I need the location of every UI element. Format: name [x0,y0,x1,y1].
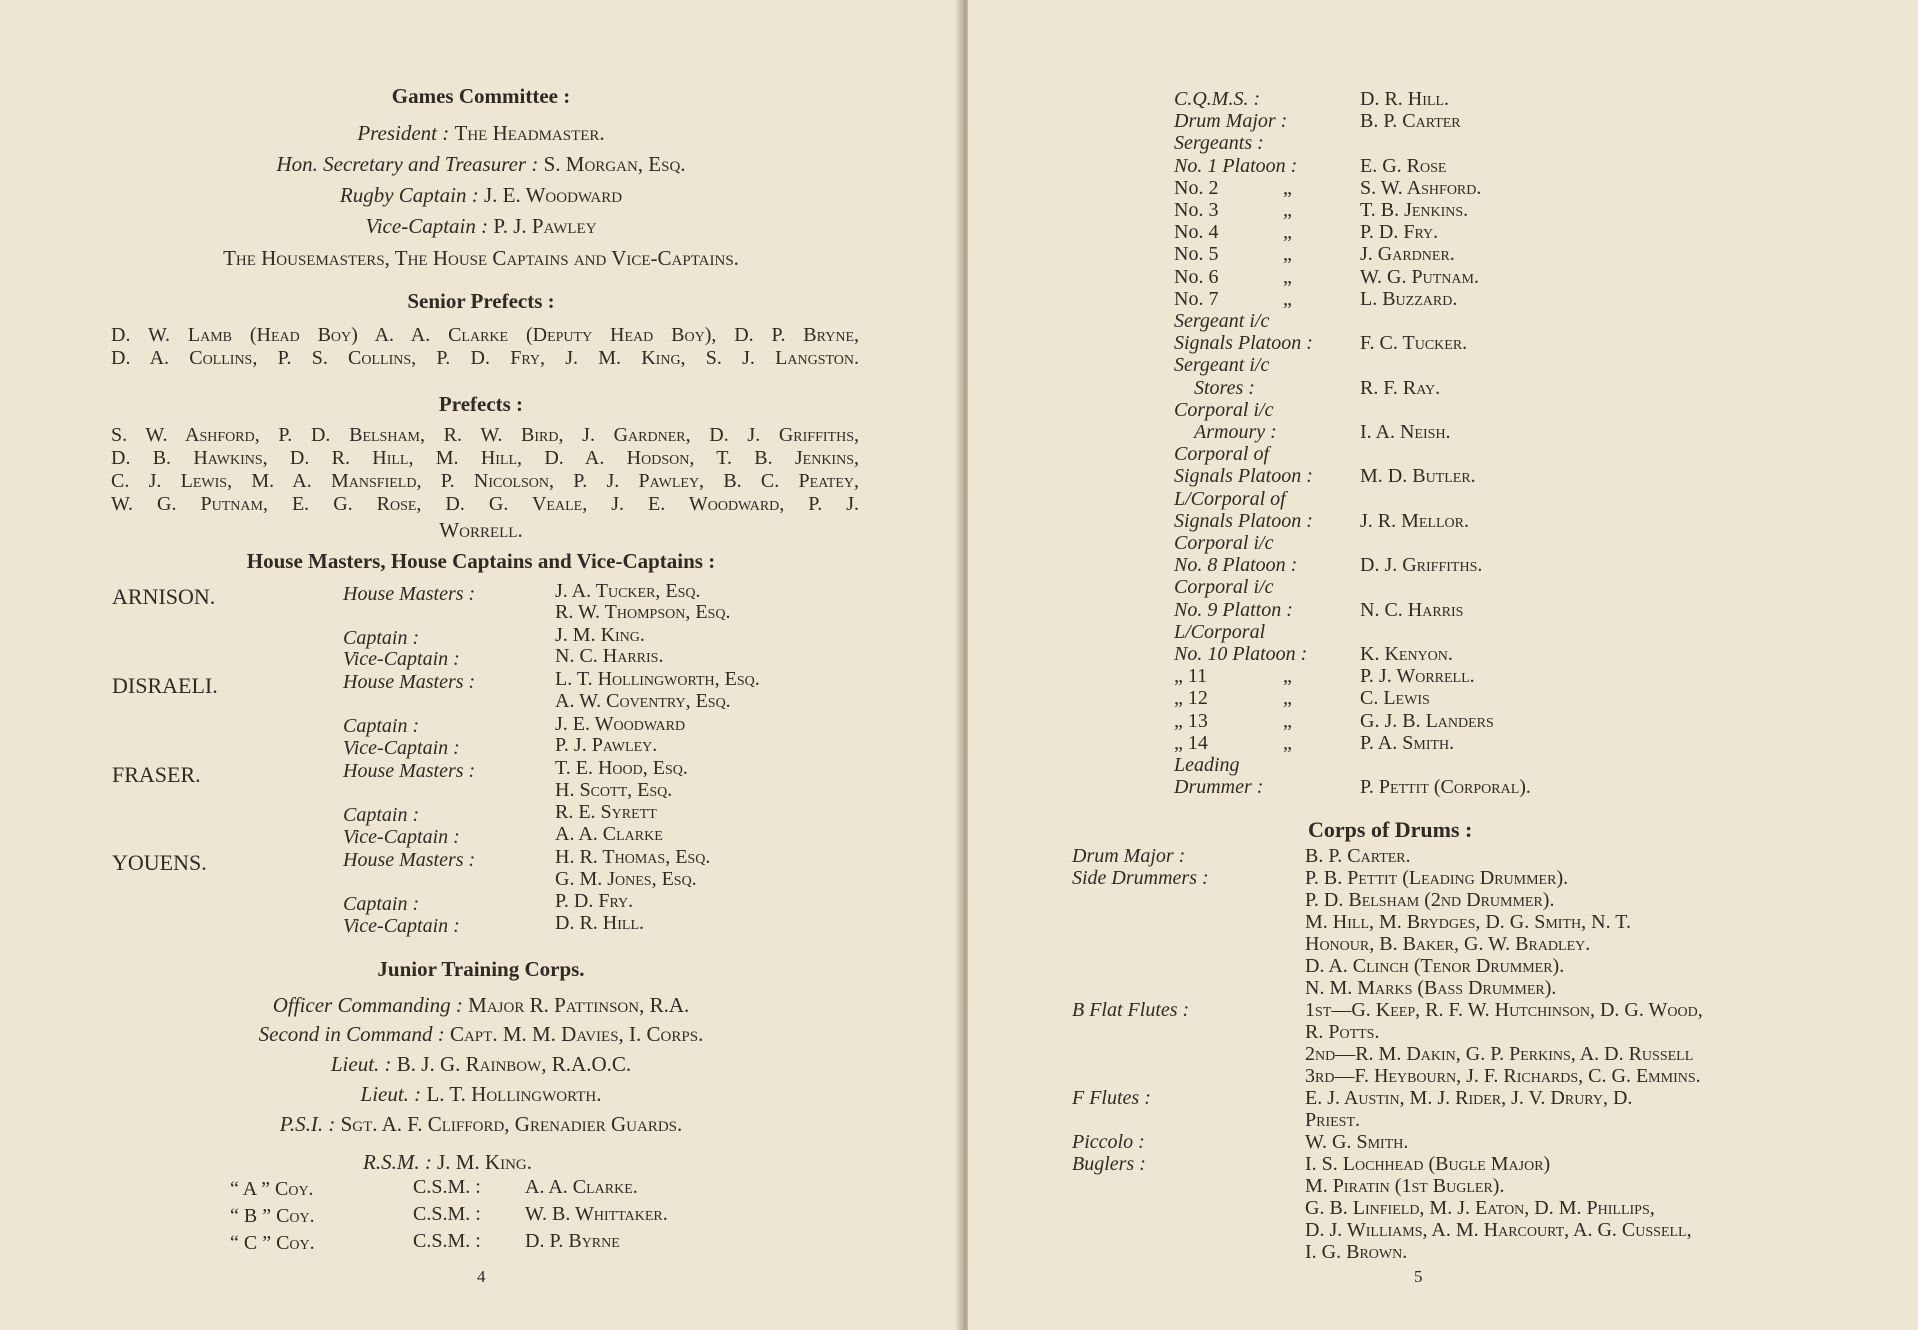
ditto-mark: „ [1283,687,1292,710]
house-masters-label: House Masters : [343,583,476,605]
houses-heading: House Masters, House Captains and Vice-Captains : [246,549,716,573]
corps-of-drums-heading: Corps of Drums : [1308,817,1473,842]
ditto-mark: „ [1283,287,1292,310]
corps-member-line: 2nd—R. M. Dakin, G. P. Perkins, A. D. Russell [1305,1043,1694,1065]
prefects-list [111,424,859,516]
house-name: DISRAELI. [112,673,218,698]
rank-label: L/Corporal [1174,620,1266,643]
corps-member-line: I. S. Lochhead (Bugle Major) [1305,1153,1551,1175]
rank-label: No. 10 Platoon : [1174,643,1308,665]
rank-holder: P. D. Fry. [1360,221,1439,244]
rank-holder: P. A. Smith. [1360,731,1455,754]
jtc-row-value: B. J. G. Rainbow, R.A.O.C. [396,1052,632,1076]
house-master: H. Scott, Esq. [555,779,673,801]
ditto-mark: „ [1283,665,1292,688]
jtc-row-value: Capt. M. M. Davies, I. Corps. [449,1022,704,1046]
right-page [968,0,1918,1330]
house-captain-label: Captain : [343,715,420,737]
house-captain: P. D. Fry. [555,890,634,912]
page-number: 5 [1414,1267,1423,1286]
games-row-label: President : [357,121,450,145]
rank-holder: S. W. Ashford. [1360,176,1482,199]
games-row-label: Hon. Secretary and Treasurer : [276,152,539,176]
corps-member-line: Honour, B. Baker, G. W. Bradley. [1305,933,1591,955]
games-row-label: Vice-Captain : [365,214,489,238]
rank-label: „ 13 [1174,709,1208,732]
house-captain: R. E. Syrett [555,801,657,823]
rank-label: No. 4 [1174,221,1219,244]
rank-label: Sergeant i/c [1174,310,1270,332]
house-vice-captain: D. R. Hill. [555,912,644,934]
ditto-mark: „ [1283,265,1292,288]
rank-holder: R. F. Ray. [1360,376,1441,399]
rank-holder: J. R. Mellor. [1360,509,1470,532]
rank-holder: N. C. Harris [1360,598,1464,621]
rank-holder: D. R. Hill. [1360,88,1449,110]
ditto-mark: „ [1283,709,1292,732]
rank-label: Signals Platoon : [1174,332,1313,355]
prefects-last-line: Worrell. [439,518,523,542]
rank-holder: J. Gardner. [1360,243,1455,266]
games-row [0,152,962,177]
jtc-row [0,993,962,1018]
rank-label: No. 5 [1174,243,1219,266]
jtc-row [0,1022,962,1047]
ditto-mark: „ [1283,176,1292,199]
rank-label: Stores : [1194,376,1255,399]
rank-label: Signals Platoon : [1174,465,1313,488]
games-committee-heading: Games Committee : [391,84,571,108]
coy-role: C.S.M. : [413,1230,481,1252]
corps-member-line: 3rd—F. Heybourn, J. F. Richards, C. G. Emmins. [1305,1065,1701,1087]
rank-holder: F. C. Tucker. [1360,332,1468,355]
page-number: 4 [477,1267,486,1286]
house-vice-label: Vice-Captain : [343,737,460,759]
games-row-label: Rugby Captain : [339,183,479,207]
house-vice-captain: N. C. Harris. [555,645,664,667]
rank-holder: I. A. Neish. [1360,421,1451,443]
rank-label: No. 3 [1174,199,1219,221]
house-vice-captain: A. A. Clarke [555,823,663,845]
rank-label: No. 1 Platoon : [1174,154,1298,177]
jtc-heading: Junior Training Corps. [377,957,585,981]
rank-holder: M. D. Butler. [1360,465,1476,488]
coy-label: “ C ” Coy. [230,1232,315,1254]
rank-label: L/Corporal of [1174,487,1286,510]
jtc-row-value: J. M. King. [437,1150,532,1174]
corps-member-line: I. G. Brown. [1305,1241,1408,1263]
house-captain-label: Captain : [343,893,420,915]
prefects-line: C. J. Lewis, M. A. Mansfield, P. Nicolson, P. J. Pawley, B. C. Peatey, [111,470,859,492]
jtc-row-label: Second in Command : [258,1022,445,1046]
house-vice-label: Vice-Captain : [343,915,460,937]
corps-member-line: M. Piratin (1st Bugler). [1305,1175,1505,1197]
jtc-row-label: Lieut. : [330,1052,392,1076]
rank-label: Drummer : [1174,776,1264,799]
senior-prefects-heading: Senior Prefects : [407,289,555,313]
coy-role: C.S.M. : [413,1176,481,1198]
coy-csm: D. P. Byrne [525,1230,620,1252]
jtc-row-value: Sgt. A. F. Clifford, Grenadier Guards. [340,1112,683,1136]
rank-label: Corporal i/c [1174,532,1274,554]
housemasters-line: The Housemasters, The House Captains and Vice-Captains. [223,246,739,270]
corps-member-line: R. Potts. [1305,1021,1380,1043]
corps-role-label: Buglers : [1072,1153,1146,1175]
rank-label: „ 12 [1174,687,1208,710]
rank-label: Corporal i/c [1174,576,1274,599]
corps-role-label: Piccolo : [1072,1131,1145,1153]
rank-label: C.Q.M.S. : [1174,88,1261,110]
jtc-row-label: Officer Commanding : [272,993,463,1017]
house-masters-label: House Masters : [343,849,476,871]
house-master: H. R. Thomas, Esq. [555,846,711,868]
corps-member-line: D. J. Williams, A. M. Harcourt, A. G. Cussell, [1305,1219,1692,1241]
corps-member-line: 1st—G. Keep, R. F. W. Hutchinson, D. G. Wood, [1305,999,1703,1021]
rank-label: No. 9 Platton : [1174,598,1293,621]
house-masters-label: House Masters : [343,760,476,782]
ditto-mark: „ [1283,199,1292,221]
rank-label: Drum Major : [1174,110,1288,133]
coy-csm: A. A. Clarke. [525,1176,638,1198]
rank-holder: K. Kenyon. [1360,643,1453,665]
rank-holder: B. P. Carter [1360,110,1461,133]
games-row-value: S. Morgan, Esq. [543,152,686,176]
games-row-value: J. E. Woodward [483,183,623,207]
jtc-row [0,1082,962,1107]
house-master: L. T. Hollingworth, Esq. [555,668,760,690]
rank-label: Sergeants : [1174,132,1264,155]
rank-holder: G. J. B. Landers [1360,709,1494,732]
corps-role-label: B Flat Flutes : [1072,999,1190,1021]
corps-member-line: G. B. Linfield, M. J. Eaton, D. M. Phillips, [1305,1197,1655,1219]
ditto-mark: „ [1283,221,1292,244]
rank-holder: D. J. Griffiths. [1360,554,1483,577]
jtc-row-label: P.S.I. : [279,1112,336,1136]
games-row [0,183,962,208]
rank-holder: L. Buzzard. [1360,287,1458,310]
games-row [0,121,962,146]
prefects-line: S. W. Ashford, P. D. Belsham, R. W. Bird, J. Gardner, D. J. Griffiths, [111,424,859,446]
rank-label: No. 7 [1174,287,1219,310]
corps-role-label: F Flutes : [1072,1087,1151,1109]
rank-label: No. 2 [1174,176,1219,199]
prefects-heading: Prefects : [438,392,524,416]
house-name: FRASER. [112,762,201,787]
house-master: G. M. Jones, Esq. [555,868,697,890]
rank-label: Signals Platoon : [1174,509,1313,532]
house-captain-label: Captain : [343,627,420,649]
prefects-line: W. G. Putnam, E. G. Rose, D. G. Veale, J. E. Woodward, P. J. [111,493,859,515]
house-vice-label: Vice-Captain : [343,648,460,670]
rank-label: Leading [1174,754,1240,776]
jtc-row-value: Major R. Pattinson, R.A. [468,993,690,1017]
house-captain-label: Captain : [343,804,420,826]
jtc-row-label: R.S.M. : [363,1150,432,1174]
corps-member-line: E. J. Austin, M. J. Rider, J. V. Drury, D. [1305,1087,1633,1109]
corps-member-line: D. A. Clinch (Tenor Drummer). [1305,955,1565,977]
corps-member-line: P. D. Belsham (2nd Drummer). [1305,889,1555,911]
coy-label: “ A ” Coy. [230,1178,314,1200]
corps-member-line: W. G. Smith. [1305,1131,1409,1153]
jtc-row-label: Lieut. : [360,1082,422,1106]
rank-label: „ 11 [1174,665,1208,688]
corps-member-line: B. P. Carter. [1305,845,1411,867]
jtc-row [0,1112,962,1137]
rank-label: Armoury : [1194,421,1277,443]
house-master: A. W. Coventry, Esq. [555,690,731,712]
games-row-value: The Headmaster. [454,121,605,145]
rank-label: „ 14 [1174,731,1208,754]
rank-holder: C. Lewis [1360,687,1430,710]
house-name: YOUENS. [112,850,207,875]
corps-member-line: P. B. Pettit (Leading Drummer). [1305,867,1569,889]
rank-label: Corporal of [1174,443,1270,466]
house-captain: J. M. King. [555,624,645,646]
house-masters-label: House Masters : [343,671,476,693]
rank-label: Sergeant i/c [1174,354,1270,377]
house-name: ARNISON. [112,584,216,609]
house-master: R. W. Thompson, Esq. [555,601,731,623]
rank-holder: W. G. Putnam. [1360,265,1479,288]
coy-label: “ B ” Coy. [230,1205,315,1227]
rank-label: Corporal i/c [1174,398,1274,421]
jtc-row [0,1052,962,1077]
games-row-value: P. J. Pawley [493,214,597,238]
house-master: J. A. Tucker, Esq. [555,580,701,602]
corps-role-label: Drum Major : [1072,845,1186,867]
prefects-line: D. B. Hawkins, D. R. Hill, M. Hill, D. A. Hodson, T. B. Jenkins, [111,447,859,469]
rank-holder: P. Pettit (Corporal). [1360,776,1531,799]
house-captain: J. E. Woodward [555,713,686,735]
jtc-row [363,1150,532,1175]
ditto-mark: „ [1283,731,1292,754]
rank-label: No. 8 Platoon : [1174,554,1298,577]
games-row [0,214,962,239]
senior-prefects-line: D. A. Collins, P. S. Collins, P. D. Fry, J. M. King, S. J. Langston. [111,347,859,369]
senior-prefects-line: D. W. Lamb (Head Boy) A. A. Clarke (Deputy Head Boy), D. P. Bryne, [111,324,859,346]
senior-prefects-list [111,324,859,370]
coy-role: C.S.M. : [413,1203,481,1225]
corps-member-line: N. M. Marks (Bass Drummer). [1305,977,1557,999]
house-vice-label: Vice-Captain : [343,826,460,848]
rank-holder: T. B. Jenkins. [1360,199,1469,221]
house-vice-captain: P. J. Pawley. [555,734,658,756]
rank-holder: E. G. Rose [1360,154,1447,177]
house-master: T. E. Hood, Esq. [555,757,688,779]
rank-holder: P. J. Worrell. [1360,665,1475,688]
rank-label: No. 6 [1174,265,1219,288]
corps-member-line: Priest. [1305,1109,1361,1131]
corps-member-line: M. Hill, M. Brydges, D. G. Smith, N. T. [1305,911,1631,933]
ditto-mark: „ [1283,243,1292,266]
coy-csm: W. B. Whittaker. [525,1203,668,1225]
jtc-row-value: L. T. Hollingworth. [426,1082,602,1106]
corps-role-label: Side Drummers : [1072,867,1209,889]
